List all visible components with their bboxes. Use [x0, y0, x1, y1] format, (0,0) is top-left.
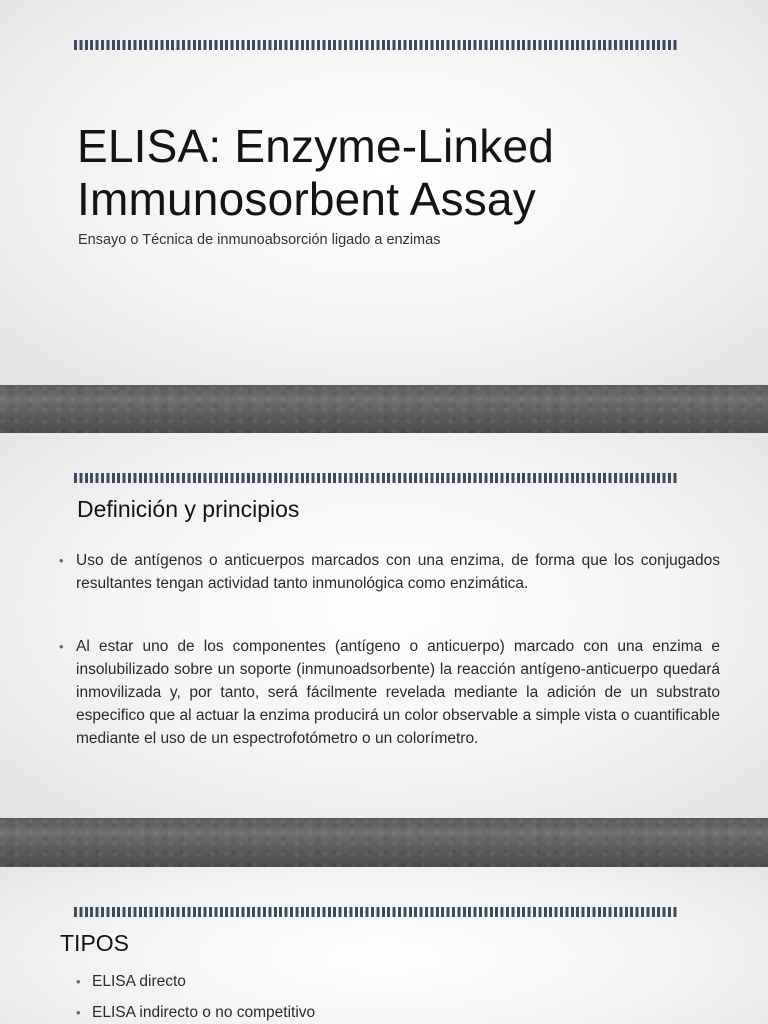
bullet-list [74, 971, 315, 1024]
slide-separator [0, 818, 768, 867]
bullet-text: Al estar uno de los componentes (antígeno o anticuerpo) marcado con una enzima e insolubilizado sobre un soporte (inmunoadsorbente) la reacción antígeno-anticuerpo quedará inmovilizada y, por tanto, será fácilmente revelada mediante la adición de un substrato especifico que al actuar la enzima producirá un color observable a simple vista o cuantificable mediante el uso de un espectrofotómetro o un colorímetro. [76, 638, 720, 747]
slide-definition [0, 433, 768, 818]
slide-subtitle: Ensayo o Técnica de inmunoabsorción ligado a enzimas [78, 232, 441, 248]
bullet-item [74, 1002, 315, 1024]
bullet-icon: • [76, 974, 81, 989]
bullet-list [58, 549, 720, 750]
bullet-item [74, 971, 315, 993]
decorative-stripe [74, 473, 678, 483]
decorative-stripe [74, 907, 678, 917]
bullet-text: ELISA directo [92, 973, 186, 990]
bullet-item [58, 635, 720, 750]
bullet-icon: • [76, 1005, 81, 1020]
slide-heading: TIPOS [60, 930, 130, 956]
bullet-text: Uso de antígenos o anticuerpos marcados con una enzima, de forma que los conjugados resultantes tengan actividad tanto inmunológica como enzimática. [76, 552, 720, 592]
slide-title [0, 0, 768, 385]
slide-heading: Definición y principios [77, 496, 300, 522]
bullet-item [58, 549, 720, 595]
slide-separator [0, 385, 768, 433]
decorative-stripe [74, 40, 678, 50]
bullet-icon: • [59, 553, 64, 568]
bullet-icon: • [59, 639, 64, 654]
slide-types [0, 867, 768, 1024]
slide-title-text: ELISA: Enzyme-Linked Immunosorbent Assay [77, 120, 555, 225]
bullet-text: ELISA indirecto o no competitivo [92, 1004, 316, 1021]
